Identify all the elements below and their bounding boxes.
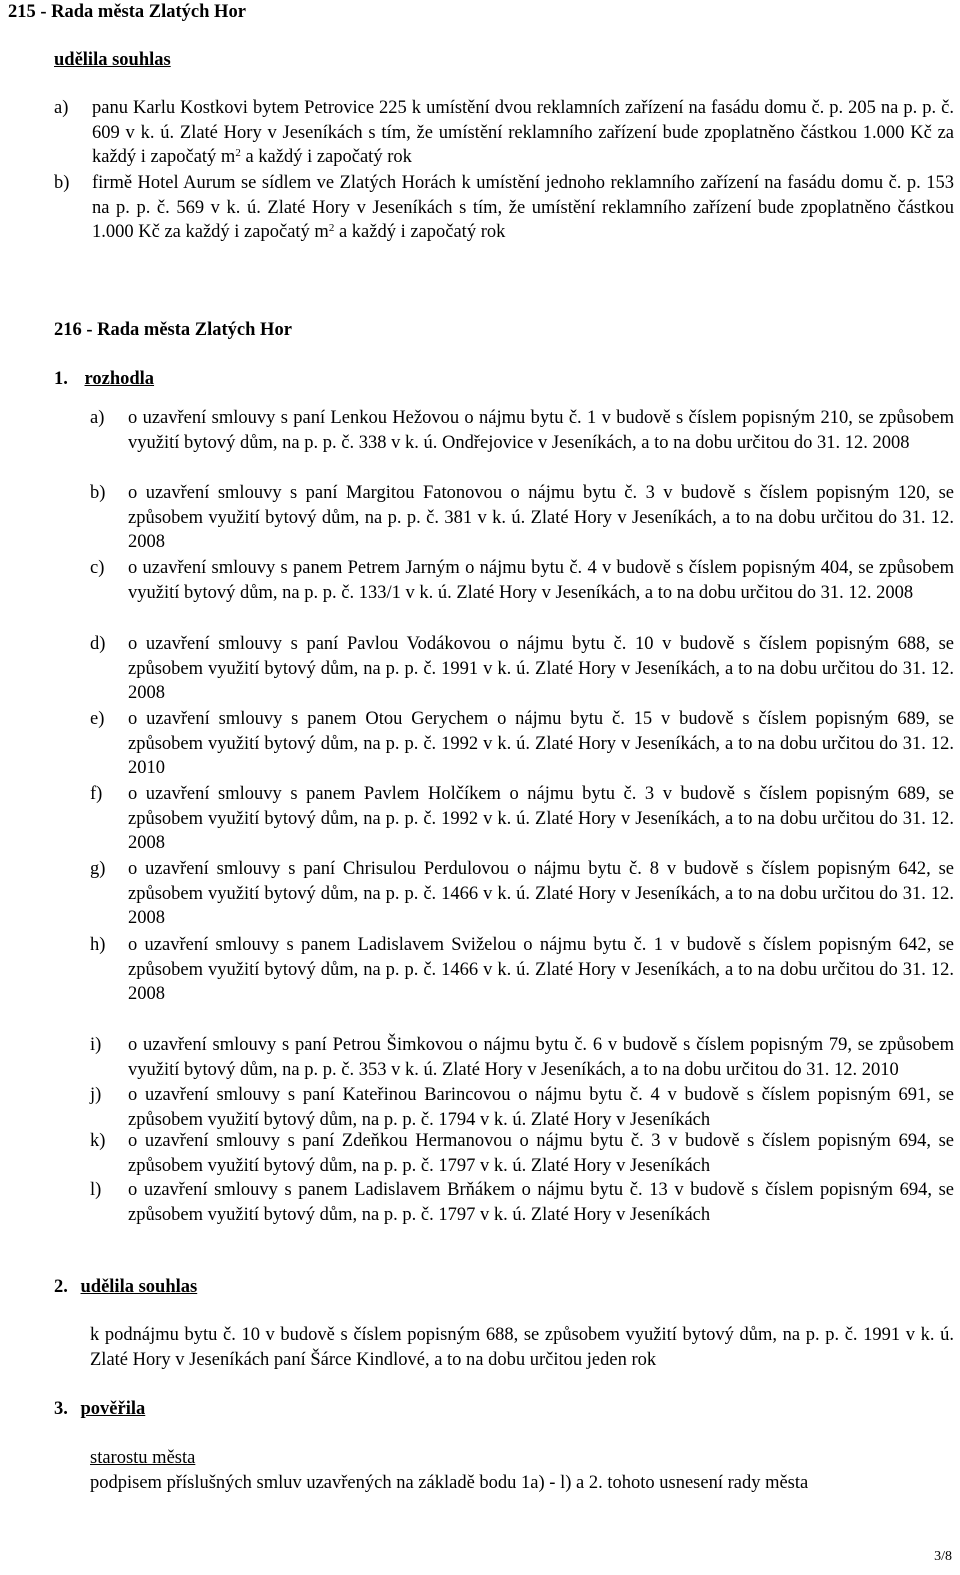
item-label: h) — [90, 935, 106, 955]
item-label: k) — [90, 1131, 106, 1151]
item-label: b) — [54, 173, 70, 193]
item-label: i) — [90, 1035, 102, 1055]
item-text: firmě Hotel Aurum se sídlem ve Zlatých Horách k umístění jednoho reklamního zařízení na fasádu domu č. p. 153 na p. p. č. 569 v k. ú. Zlaté Hory v Jeseníkách s tím, že umístění reklamního zařízení bude zpoplatněno částkou 1.000 Kč za každý i započatý $m^2$ a každý i započatý rok — [92, 173, 954, 243]
resolution-215-title: 215 - Rada města Zlatých Hor — [8, 2, 246, 22]
list-item — [90, 481, 954, 555]
point-3-heading — [54, 1397, 145, 1422]
resolution-215-heading: udělila souhlas — [54, 50, 171, 70]
list-item — [90, 1178, 954, 1227]
item-label: a) — [90, 408, 105, 428]
item-text: o uzavření smlouvy s paní Chrisulou Perdulovou o nájmu bytu č. 8 v budově s číslem popisným 642, se způsobem využití bytový dům, na p. p. č. 1466 v k. ú. Zlaté Hory v Jeseníkách, a to na dobu určitou do 31. 12. 2008 — [128, 859, 954, 929]
list-item — [90, 556, 954, 605]
item-text: o uzavření smlouvy s paní Petrou Šimkovou o nájmu bytu č. 6 v budově s číslem popisným 79, se způsobem využití bytový dům, na p. p. č. 353 v k. ú. Zlaté Hory v Jeseníkách, a to na dobu určitou do 31. 12. 2010 — [128, 1035, 954, 1080]
list-item — [54, 96, 954, 170]
item-label: g) — [90, 859, 106, 879]
item-label: b) — [90, 483, 106, 503]
item-label: j) — [90, 1085, 102, 1105]
point-2-heading — [54, 1275, 197, 1300]
list-item — [90, 1083, 954, 1132]
list-item — [90, 632, 954, 706]
list-item — [90, 782, 954, 856]
item-text: o uzavření smlouvy s panem Pavlem Holčíkem o nájmu bytu č. 3 v budově s číslem popisným 689, se způsobem využití bytový dům, na p. p. č. 1992 v k. ú. Zlaté Hory v Jeseníkách, a to na dobu určitou do 31. 12. 2008 — [128, 784, 954, 854]
item-text: o uzavření smlouvy s panem Otou Gerychem o nájmu bytu č. 15 v budově s číslem popisným 689, se způsobem využití bytový dům, na p. p. č. 1992 v k. ú. Zlaté Hory v Jeseníkách, a to na dobu určitou do 31. 12. 2010 — [128, 709, 954, 779]
point-heading-text: udělila souhlas — [80, 1277, 198, 1297]
item-text: o uzavření smlouvy s paní Kateřinou Barincovou o nájmu bytu č. 4 v budově s číslem popisným 691, se způsobem využití bytový dům, na p. p. č. 1794 v k. ú. Zlaté Hory v Jeseníkách — [128, 1085, 954, 1130]
item-label: d) — [90, 634, 106, 654]
point-number: 3. — [54, 1399, 68, 1419]
item-text: o uzavření smlouvy s panem Petrem Jarným o nájmu bytu č. 4 v budově s číslem popisným 404, se způsobem využití bytový dům, na p. p. č. 133/1 v k. ú. Zlaté Hory v Jeseníkách, a to na dobu určitou do 31. 12. 2008 — [128, 558, 954, 603]
item-label: e) — [90, 709, 105, 729]
point-3-text: podpisem příslušných smluv uzavřených na základě bodu 1a) - l) a 2. tohoto usnesení rady města — [90, 1473, 809, 1493]
point-3-subheading: starostu města — [90, 1448, 196, 1468]
item-text: o uzavření smlouvy s paní Pavlou Vodákovou o nájmu bytu č. 10 v budově s číslem popisným 688, se způsobem využití bytový dům, na p. p. č. 1991 v k. ú. Zlaté Hory v Jeseníkách, a to na dobu určitou do 31. 12. 2008 — [128, 634, 954, 704]
list-item — [90, 707, 954, 781]
list-item — [90, 933, 954, 1007]
list-item — [90, 406, 954, 455]
point-number: 2. — [54, 1277, 68, 1297]
item-text: o uzavření smlouvy s paní Margitou Fatonovou o nájmu bytu č. 3 v budově s číslem popisným 120, se způsobem využití bytový dům, na p. p. č. 381 v k. ú. Zlaté Hory v Jeseníkách, a to na dobu určitou do 31. 12. 2008 — [128, 483, 954, 553]
point-heading-text: rozhodla — [84, 369, 155, 389]
list-item — [90, 857, 954, 931]
item-label: a) — [54, 98, 69, 118]
point-heading-text: pověřila — [80, 1399, 146, 1419]
item-label: f) — [90, 784, 103, 804]
item-text: o uzavření smlouvy s panem Ladislavem Sviželou o nájmu bytu č. 1 v budově s číslem popisným 642, se způsobem využití bytový dům, na p. p. č. 1466 v k. ú. Zlaté Hory v Jeseníkách, a to na dobu určitou do 31. 12. 2008 — [128, 935, 954, 1005]
list-item — [90, 1033, 954, 1082]
item-text: o uzavření smlouvy s paní Zdeňkou Hermanovou o nájmu bytu č. 3 v budově s číslem popisným 694, se způsobem využití bytový dům, na p. p. č. 1797 v k. ú. Zlaté Hory v Jeseníkách — [128, 1131, 954, 1176]
list-item — [90, 1129, 954, 1178]
item-label: l) — [90, 1180, 102, 1200]
list-item — [54, 171, 954, 245]
point-1-heading — [54, 367, 154, 392]
point-number: 1. — [54, 369, 68, 389]
resolution-216-title: 216 - Rada města Zlatých Hor — [54, 320, 292, 340]
item-text: o uzavření smlouvy s panem Ladislavem Brňákem o nájmu bytu č. 13 v budově s číslem popisným 694, se způsobem využití bytový dům, na p. p. č. 1797 v k. ú. Zlaté Hory v Jeseníkách — [128, 1180, 954, 1225]
item-label: c) — [90, 558, 105, 578]
item-text: panu Karlu Kostkovi bytem Petrovice 225 k umístění dvou reklamních zařízení na fasádu domu č. p. 205 na p. p. č. 609 v k. ú. Zlaté Hory v Jeseníkách s tím, že umístění reklamního zařízení bude zpoplatněno částkou 1.000 Kč za každý i započatý $m^2$ a každý i započatý rok — [92, 98, 954, 168]
page-number: 3/8 — [934, 1549, 952, 1564]
item-text: o uzavření smlouvy s paní Lenkou Hežovou o nájmu bytu č. 1 v budově s číslem popisným 210, se způsobem využití bytový dům, na p. p. č. 338 v k. ú. Ondřejovice v Jeseníkách, a to na dobu určitou do 31. 12. 2008 — [128, 408, 954, 453]
point-2-text: k podnájmu bytu č. 10 v budově s číslem popisným 688, se způsobem využití bytový dům, na p. p. č. 1991 v k. ú. Zlaté Hory v Jeseníkách paní Šárce Kindlové, a to na dobu určitou jeden rok — [90, 1325, 954, 1370]
